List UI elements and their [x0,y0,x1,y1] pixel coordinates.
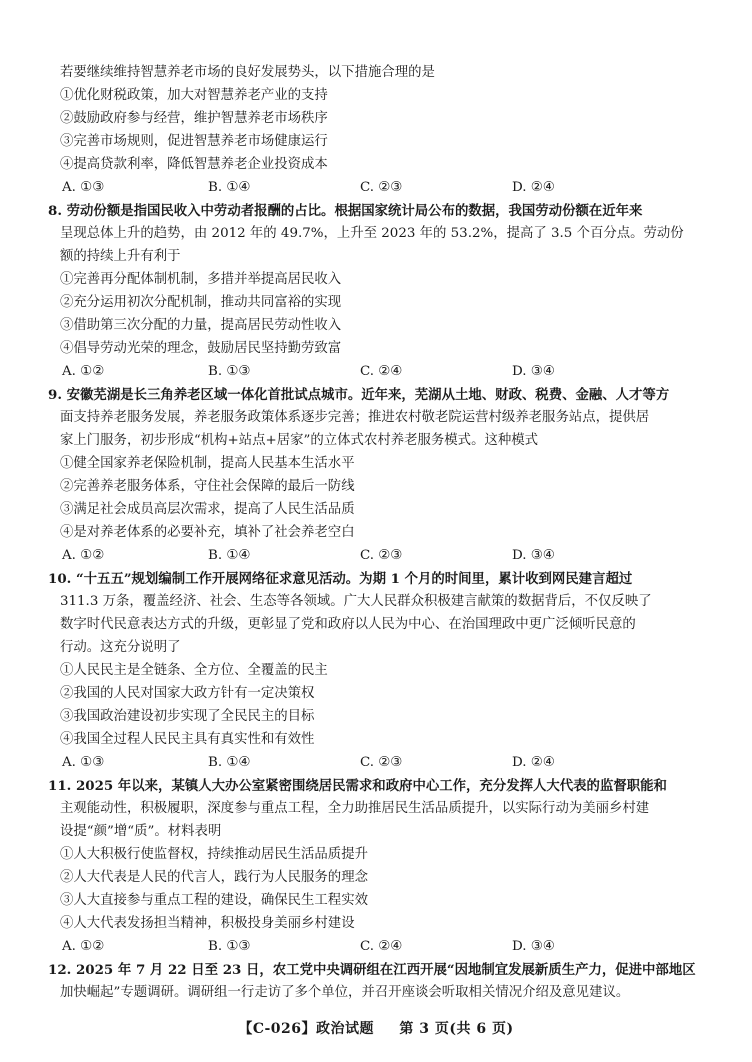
q9-item-4: ④是对养老体系的必要补充，填补了社会养老空白 [60,525,355,540]
q11-option-b[interactable]: B. ①③ [208,939,251,954]
q11-item-3: ③人大直接参与重点工程的建设，确保民生工程实效 [60,893,368,908]
q8-item-3: ③借助第三次分配的力量，提高居民劳动性收入 [60,318,342,333]
q8-item-1: ①完善再分配体制机制，多措并举提高居民收入 [60,272,342,287]
q8-stem-line-2: 呈现总体上升的趋势，由 2012 年的 49.7%，上升至 2023 年的 53.2%，提高了 3.5 个百分点。劳动份 [60,226,684,241]
q7-option-b[interactable]: B. ①④ [208,180,251,195]
q10-option-b[interactable]: B. ①④ [208,755,251,770]
q8-option-d[interactable]: D. ③④ [512,364,555,379]
q7-stem: 若要继续维持智慧养老市场的良好发展势头，以下措施合理的是 [60,65,435,80]
q7-option-a[interactable]: A. ①③ [62,180,105,195]
q10-stem-line-1: 10. “十五五”规划编制工作开展网络征求意见活动。为期 1 个月的时间里，累计收到网民建言超过 [48,571,633,587]
exam-code: 【C-026】政治试题 [238,1021,375,1037]
q10-option-a[interactable]: A. ①③ [62,755,105,770]
q12-stem-line-2: 加快崛起”专题调研。调研组一行走访了多个单位，并召开座谈会听取相关情况介绍及意见建议。 [60,985,630,1000]
q11-stem-line-3: 设提“颜”增“质”。材料表明 [60,824,222,839]
q10-option-c[interactable]: C. ②③ [360,755,403,770]
q10-stem-line-2: 311.3 万条，覆盖经济、社会、生态等各领域。广大人民群众积极建言献策的数据背后，不仅反映了 [60,594,652,609]
q9-option-d[interactable]: D. ③④ [512,548,555,563]
page-footer [0,1018,752,1038]
q9-stem-line-2: 面支持养老服务发展，养老服务政策体系逐步完善；推进农村敬老院运营村级养老服务站点，提供居 [60,410,650,425]
q11-options [60,936,720,958]
q9-stem-line-1: 9. 安徽芜湖是长三角养老区域一体化首批试点城市。近年来，芜湖从土地、财政、税费、金融、人才等方 [48,387,670,403]
q8-options [60,361,720,383]
q9-item-3: ③满足社会成员高层次需求，提高了人民生活品质 [60,502,355,517]
q11-stem-line-2: 主观能动性，积极履职，深度参与重点工程，全力助推居民生活品质提升，以实际行动为美丽乡村建 [60,801,650,816]
q11-option-c[interactable]: C. ②④ [360,939,403,954]
q7-item-1: ①优化财税政策，加大对智慧养老产业的支持 [60,88,328,103]
q7-item-2: ②鼓励政府参与经营，维护智慧养老市场秩序 [60,111,328,126]
q9-item-2: ②完善养老服务体系，守住社会保障的最后一防线 [60,479,355,494]
q10-item-3: ③我国政治建设初步实现了全民民主的目标 [60,709,315,724]
q8-stem-line-1: 8. 劳动份额是指国民收入中劳动者报酬的占比。根据国家统计局公布的数据，我国劳动份额在近年来 [48,203,643,219]
q11-item-2: ②人大代表是人民的代言人，践行为人民服务的理念 [60,870,368,885]
q9-item-1: ①健全国家养老保险机制，提高人民基本生活水平 [60,456,355,471]
q10-item-4: ④我国全过程人民民主具有真实性和有效性 [60,732,315,747]
q10-option-d[interactable]: D. ②④ [512,755,555,770]
q11-stem-line-1: 11. 2025 年以来，某镇人大办公室紧密围绕居民需求和政府中心工作，充分发挥人大代表的监督职能和 [48,778,667,794]
q11-option-d[interactable]: D. ③④ [512,939,555,954]
q7-options [60,177,720,199]
q8-stem-line-3: 额的持续上升有利于 [60,249,181,264]
q7-option-c[interactable]: C. ②③ [360,180,403,195]
q9-stem-line-3: 家上门服务，初步形成“机构+站点+居家”的立体式农村养老服务模式。这种模式 [60,433,539,448]
q10-options [60,752,720,774]
q10-stem-line-4: 行动。这充分说明了 [60,640,181,655]
q10-item-1: ①人民民主是全链条、全方位、全覆盖的民主 [60,663,328,678]
q7-item-3: ③完善市场规则，促进智慧养老市场健康运行 [60,134,328,149]
q7-item-4: ④提高贷款利率，降低智慧养老企业投资成本 [60,157,328,172]
q10-stem-line-3: 数字时代民意表达方式的升级，更彰显了党和政府以人民为中心、在治国理政中更广泛倾听民意的 [60,617,636,632]
q11-item-1: ①人大积极行使监督权，持续推动居民生活品质提升 [60,847,368,862]
q9-options [60,545,720,567]
q8-option-a[interactable]: A. ①② [62,364,105,379]
q9-option-b[interactable]: B. ①④ [208,548,251,563]
q12-stem-line-1: 12. 2025 年 7 月 22 日至 23 日，农工党中央调研组在江西开展“因地制宜发展新质生产力，促进中部地区 [48,962,696,978]
q7-option-d[interactable]: D. ②④ [512,180,555,195]
q10-item-2: ②我国的人民对国家大政方针有一定决策权 [60,686,315,701]
q8-option-c[interactable]: C. ②④ [360,364,403,379]
q11-option-a[interactable]: A. ①② [62,939,105,954]
q8-item-2: ②充分运用初次分配机制，推动共同富裕的实现 [60,295,342,310]
q9-option-c[interactable]: C. ②③ [360,548,403,563]
page-number: 第 3 页(共 6 页) [399,1021,514,1037]
q9-option-a[interactable]: A. ①② [62,548,105,563]
q8-option-b[interactable]: B. ①③ [208,364,251,379]
q11-item-4: ④人大代表发扬担当精神，积极投身美丽乡村建设 [60,916,355,931]
q8-item-4: ④倡导劳动光荣的理念，鼓励居民坚持勤劳致富 [60,341,342,356]
